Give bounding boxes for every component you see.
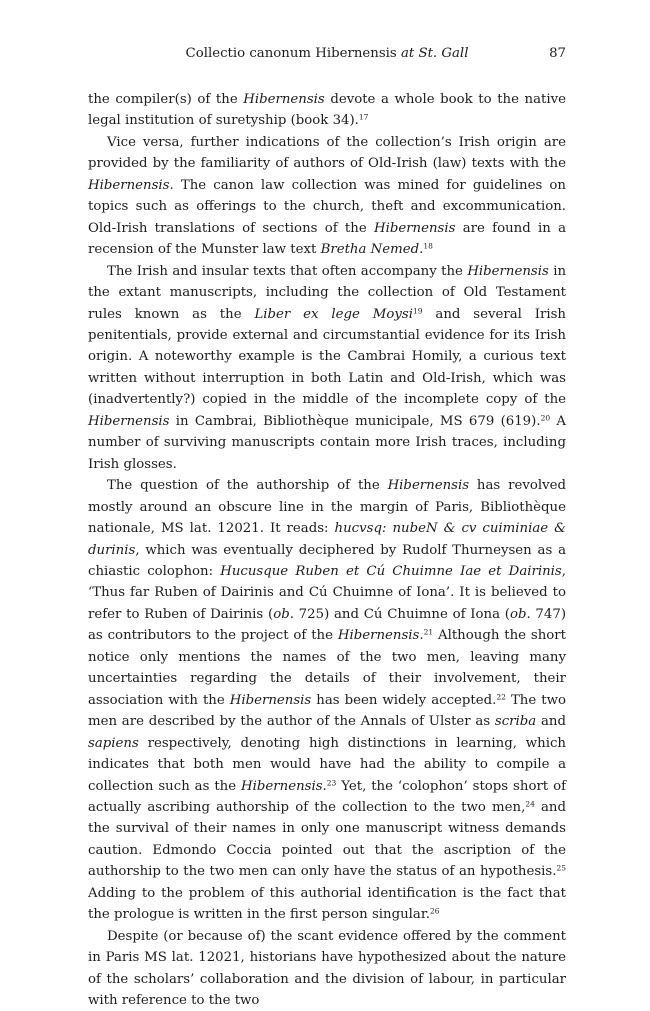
- text-run: . The canon law collection was mined for guidelines on topics such as offerings to the church, theft and excommunication. Old-Irish translations of sections of the: [88, 177, 566, 236]
- running-head: [88, 44, 566, 64]
- text-run: and several Irish penitentials, provide external and circumstantial evidence for its Irish origin. A noteworthy example is the Cambrai Homily, a curious text written without interruption in both Latin and Old-Irish, which was (inadvertently?) copied in the middle of the incomplete copy of the: [88, 306, 566, 408]
- italic-text: Liber ex lege Moysi: [254, 306, 413, 322]
- text-run: Yet, the ‘colophon’ stops short of actually ascribing authorship of the collection to the two men,: [88, 778, 566, 815]
- text-run: , which was eventually deciphered by Rudolf Thurneysen as a chiastic colophon:: [88, 542, 566, 579]
- running-title-italic: at St. Gall: [400, 46, 469, 61]
- footnote-ref: 20: [540, 413, 551, 423]
- italic-text: Hibernensis: [467, 263, 549, 279]
- text-run: .: [322, 778, 327, 794]
- footnote-ref: 18: [423, 241, 433, 251]
- footnote-ref: 25: [556, 863, 566, 873]
- footnote-ref: 23: [326, 778, 337, 787]
- text-run: in the extant manuscripts, including the collection of Old Testament rules known as the: [88, 263, 567, 322]
- italic-text: ob.: [273, 606, 294, 622]
- text-run: Vice versa, further indications of the collection’s Irish origin are provided by the familiarity of authors of Old-Irish (law) texts with the: [88, 134, 566, 172]
- text-run: .: [419, 242, 424, 258]
- footnote-ref: 26: [430, 906, 440, 916]
- page-number: 87: [549, 46, 566, 61]
- text-run: are found in a recension of the Munster law text: [88, 220, 566, 258]
- body-text: [88, 89, 566, 1011]
- italic-text: scriba: [494, 714, 537, 730]
- text-run: Despite (or because of) the scant evidence offered by the comment in Paris MS lat. 12021, historians have hypothesized about the nature of the scholars’ collaboration and the division of labour, in particular with reference to the two: [88, 928, 566, 1009]
- italic-text: Hibernensis: [241, 778, 323, 794]
- text-run: has revolved mostly around an obscure line in the margin of Paris, Bibliothèque nationale, MS lat. 12021. It reads:: [88, 478, 566, 537]
- text-run: has been widely accepted.: [311, 692, 497, 708]
- paragraph: [88, 261, 566, 476]
- italic-text: Hibernensis: [88, 413, 170, 429]
- running-title-roman: Collectio canonum Hibernensis: [185, 46, 401, 61]
- text-run: Adding to the problem of this authorial identification is the fact that the prologue is written in the first person singular.: [88, 885, 566, 923]
- text-run: .: [419, 628, 424, 644]
- paragraph: [88, 132, 566, 261]
- text-run: devote a whole book to the native legal institution of suretyship (book 34).: [88, 92, 567, 129]
- footnote-ref: 17: [358, 112, 369, 122]
- text-run: The question of the authorship of the: [107, 478, 388, 494]
- italic-text: ob.: [509, 606, 531, 622]
- footnote-ref: 24: [525, 799, 535, 809]
- text-run: and: [536, 714, 566, 730]
- text-run: in Cambrai, Bibliothèque municipale, MS 679 (619).: [169, 413, 541, 429]
- footnote-ref: 21: [423, 627, 434, 637]
- italic-text: sapiens: [88, 735, 139, 751]
- running-title: [88, 44, 566, 64]
- paragraph: [88, 89, 566, 132]
- footnote-ref: 22: [496, 692, 506, 702]
- text-run: The Irish and insular texts that often accompany the: [107, 263, 468, 279]
- italic-text: Hibernensis: [88, 177, 170, 193]
- italic-text: Hucusque Ruben et Cú Chuimne Iae et Dairinis: [220, 563, 562, 579]
- text-run: 725) and Cú Chuimne of Iona (: [293, 606, 510, 622]
- text-run: respectively, denoting high distinctions in learning, which indicates that both men would have had the ability to compile a collection such as the: [88, 735, 566, 794]
- italic-text: Bretha Nemed: [320, 242, 420, 258]
- italic-text: Hibernensis: [387, 478, 470, 494]
- italic-text: hucvsq: nubeN & cv cuiminiae & durinis: [88, 521, 566, 558]
- text-run: Although the short notice only mentions the names of the two men, leaving many uncertainties regarding the details of their involvement, their association with the: [88, 628, 566, 708]
- text-run: the compiler(s) of the: [88, 92, 244, 107]
- text-run: A number of surviving manuscripts contain more Irish traces, including Irish glosses.: [88, 413, 566, 472]
- italic-text: Hibernensis: [337, 628, 420, 644]
- text-run: 747) as contributors to the project of the: [88, 606, 567, 644]
- italic-text: Hibernensis: [243, 92, 325, 107]
- italic-text: Hibernensis: [229, 692, 312, 708]
- paragraph: [88, 926, 566, 1011]
- text-run: The two men are described by the author of the Annals of Ulster as: [88, 692, 566, 730]
- text-run: and the survival of their names in only one manuscript witness demands caution. Edmondo Coccia pointed out that the ascription of the authorship to the two men can only have the status of an hypothesis.: [88, 799, 567, 880]
- footnote-ref: 19: [412, 306, 423, 316]
- paragraph: [88, 475, 566, 926]
- italic-text: Hibernensis: [373, 220, 456, 236]
- text-run: , ‘Thus far Ruben of Dairinis and Cú Chuimne of Iona’. It is believed to refer to Ruben of Dairinis (: [88, 563, 566, 622]
